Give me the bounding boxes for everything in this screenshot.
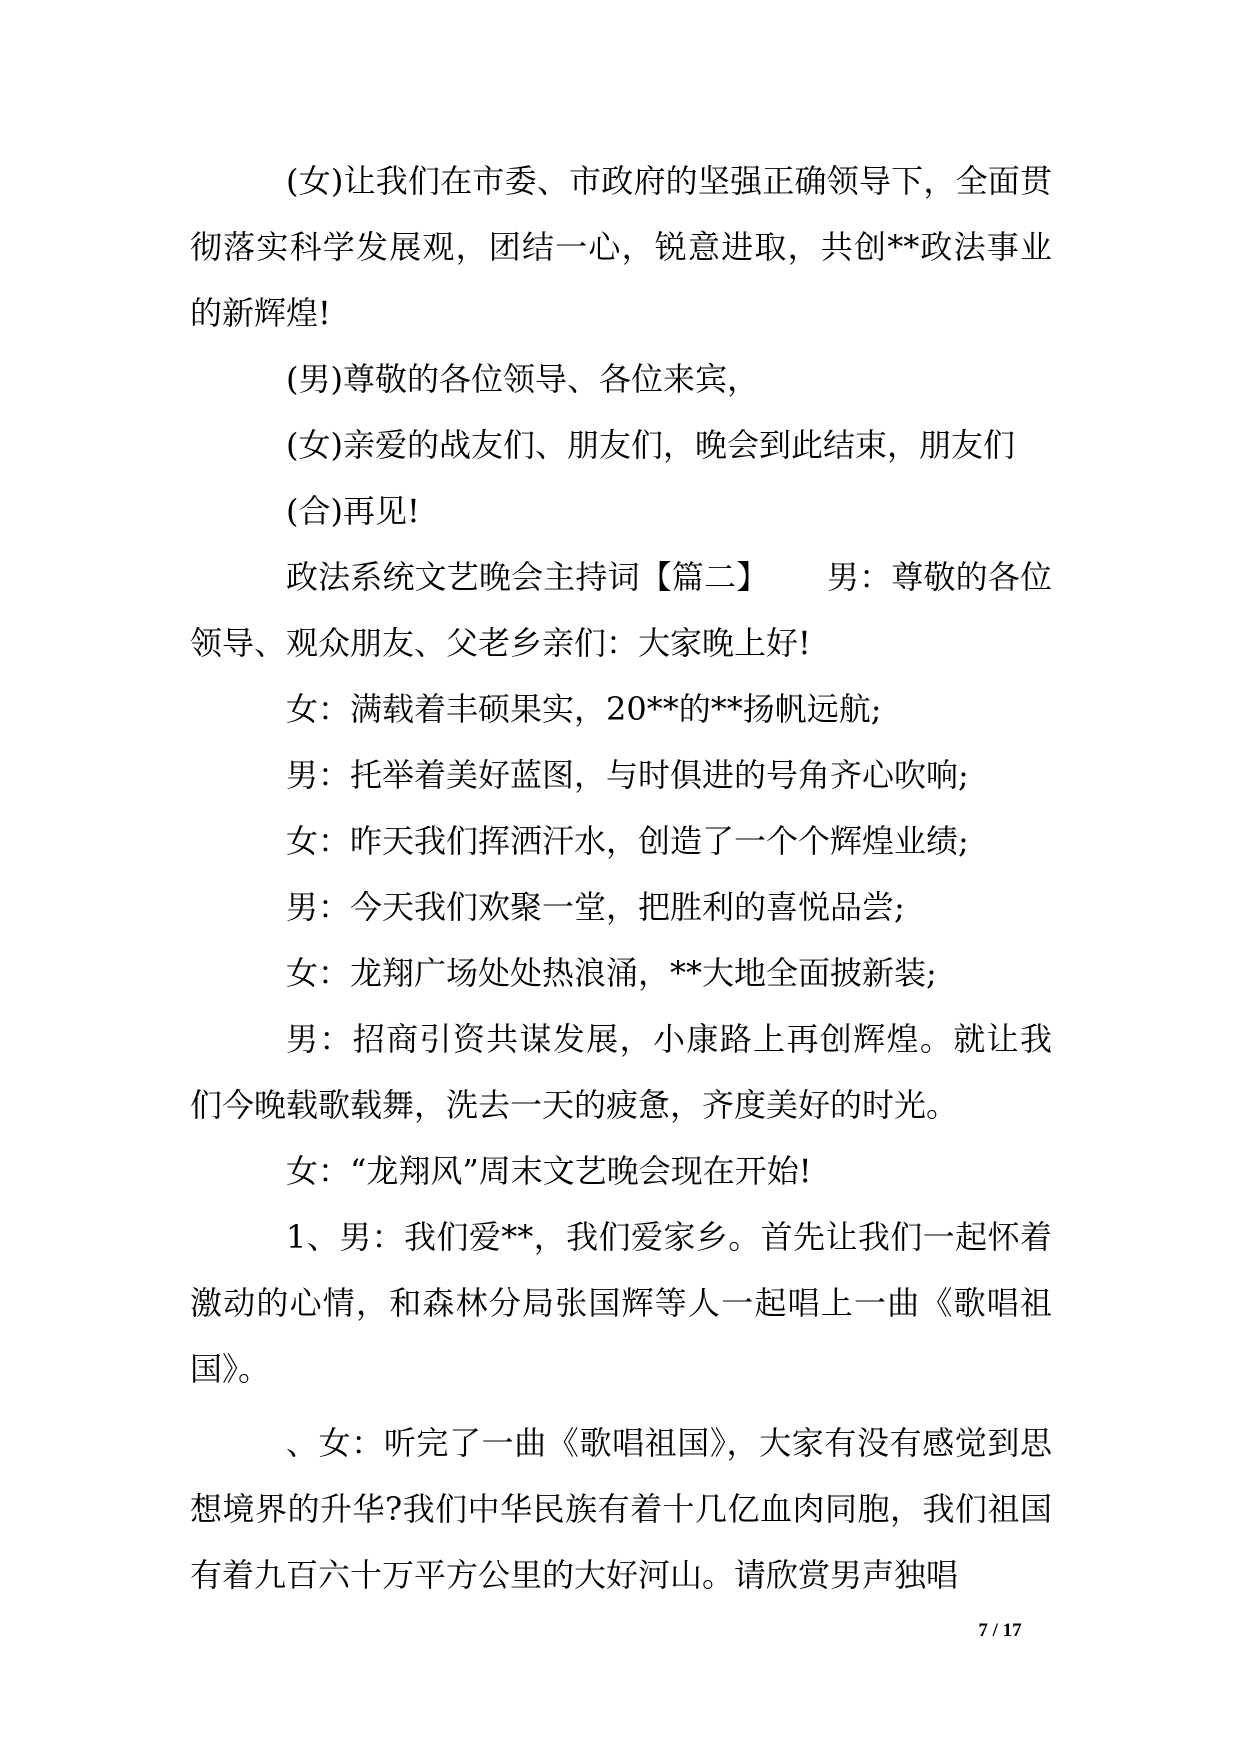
- paragraph-2: (男)尊敬的各位领导、各位来宾，: [286, 360, 759, 398]
- paragraph-14: 、女：听完了一曲《歌唱祖国》，大家有没有感觉到思想境界的升华?我们中华民族有着十几亿血肉同胞，我们祖国有着九百六十万平方公里的大好河山。请欣赏男声独唱: [190, 1424, 1052, 1594]
- document-body: [190, 148, 1052, 1608]
- paragraph-8: 女：昨天我们挥洒汗水，创造了一个个辉煌业绩;: [286, 822, 969, 860]
- paragraph-12: 女：“龙翔风”周末文艺晚会现在开始!: [286, 1152, 812, 1190]
- paragraph-11: 男：招商引资共谋发展，小康路上再创辉煌。就让我们今晚载歌载舞，洗去一天的疲惫，齐度美好的时光。: [190, 1020, 1052, 1124]
- paragraph-4: (合)再见!: [286, 492, 420, 530]
- paragraph-3: (女)亲爱的战友们、朋友们，晚会到此结束，朋友们: [286, 426, 1015, 464]
- paragraph-7: 男：托举着美好蓝图，与时俱进的号角齐心吹响;: [286, 756, 969, 794]
- paragraph-10: 女：龙翔广场处处热浪涌，**大地全面披新装;: [286, 954, 937, 992]
- paragraph-5: 政法系统文艺晚会主持词【篇二】 男：尊敬的各位领导、观众朋友、父老乡亲们：大家晚上好!: [190, 558, 1052, 662]
- paragraph-1: (女)让我们在市委、市政府的坚强正确领导下，全面贯彻落实科学发展观，团结一心，锐意进取，共创**政法事业的新辉煌!: [190, 162, 1052, 332]
- paragraph-6: 女：满载着丰硕果实，20**的**扬帆远航;: [286, 690, 882, 728]
- page-number: 7 / 17: [978, 1620, 1022, 1641]
- paragraph-9: 男：今天我们欢聚一堂，把胜利的喜悦品尝;: [286, 888, 905, 926]
- paragraph-13: 1、男：我们爱**，我们爱家乡。首先让我们一起怀着激动的心情，和森林分局张国辉等人一起唱上一曲《歌唱祖国》。: [190, 1218, 1052, 1388]
